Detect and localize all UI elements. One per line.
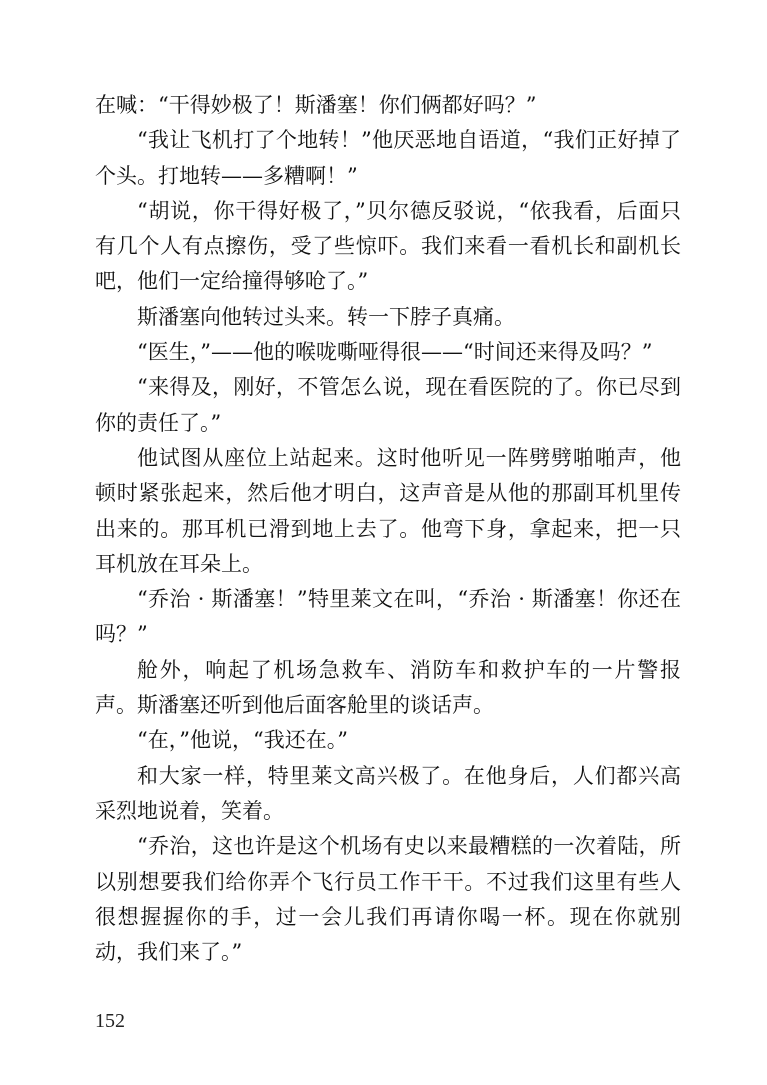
page-number: 152 — [95, 1010, 125, 1032]
paragraph: “来得及，刚好，不管怎么说，现在看医院的了。你已尽到你的责任了。” — [95, 375, 681, 435]
paragraph: 和大家一样，特里莱文高兴极了。在他身后，人们都兴高采烈地说着，笑着。 — [95, 763, 681, 823]
paragraph: 斯潘塞向他转过头来。转一下脖子真痛。 — [137, 304, 515, 329]
paragraph: 在喊：“干得妙极了！斯潘塞！你们俩都好吗？” — [95, 93, 537, 117]
paragraph: “胡说，你干得好极了，”贝尔德反驳说，“依我看，后面只有几个人有点擦伤，受了些惊吓。我们来看一看机长和副机长吧，他们一定给撞得够呛了。” — [95, 198, 681, 294]
paragraph: 舱外，响起了机场急救车、消防车和救护车的一片警报声。斯潘塞还听到他后面客舱里的谈话声。 — [95, 657, 681, 718]
page-body — [95, 88, 681, 970]
paragraph: “医生，”——他的喉咙嘶哑得很——“时间还来得及吗？” — [137, 340, 653, 365]
paragraph: “在，”他说，“我还在。” — [137, 728, 348, 753]
paragraph: 他试图从座位上站起来。这时他听见一阵劈劈啪啪声，他顿时紧张起来，然后他才明白，这声音是从他的那副耳机里传出来的。那耳机已滑到地上去了。他弯下身，拿起来，把一只耳机放在耳朵上。 — [95, 445, 681, 576]
paragraph: “乔治，这也许是这个机场有史以来最糟糕的一次着陆，所以别想要我们给你弄个飞行员工作干干。不过我们这里有些人很想握握你的手，过一会儿我们再请你喝一杯。现在你就别动，我们来了。” — [95, 834, 681, 965]
paragraph: “乔治 · 斯潘塞！”特里莱文在叫，“乔治 · 斯潘塞！你还在吗？” — [95, 587, 681, 647]
paragraph: “我让飞机打了个地转！”他厌恶地自语道，“我们正好掉了个头。打地转——多糟啊！” — [95, 128, 681, 188]
